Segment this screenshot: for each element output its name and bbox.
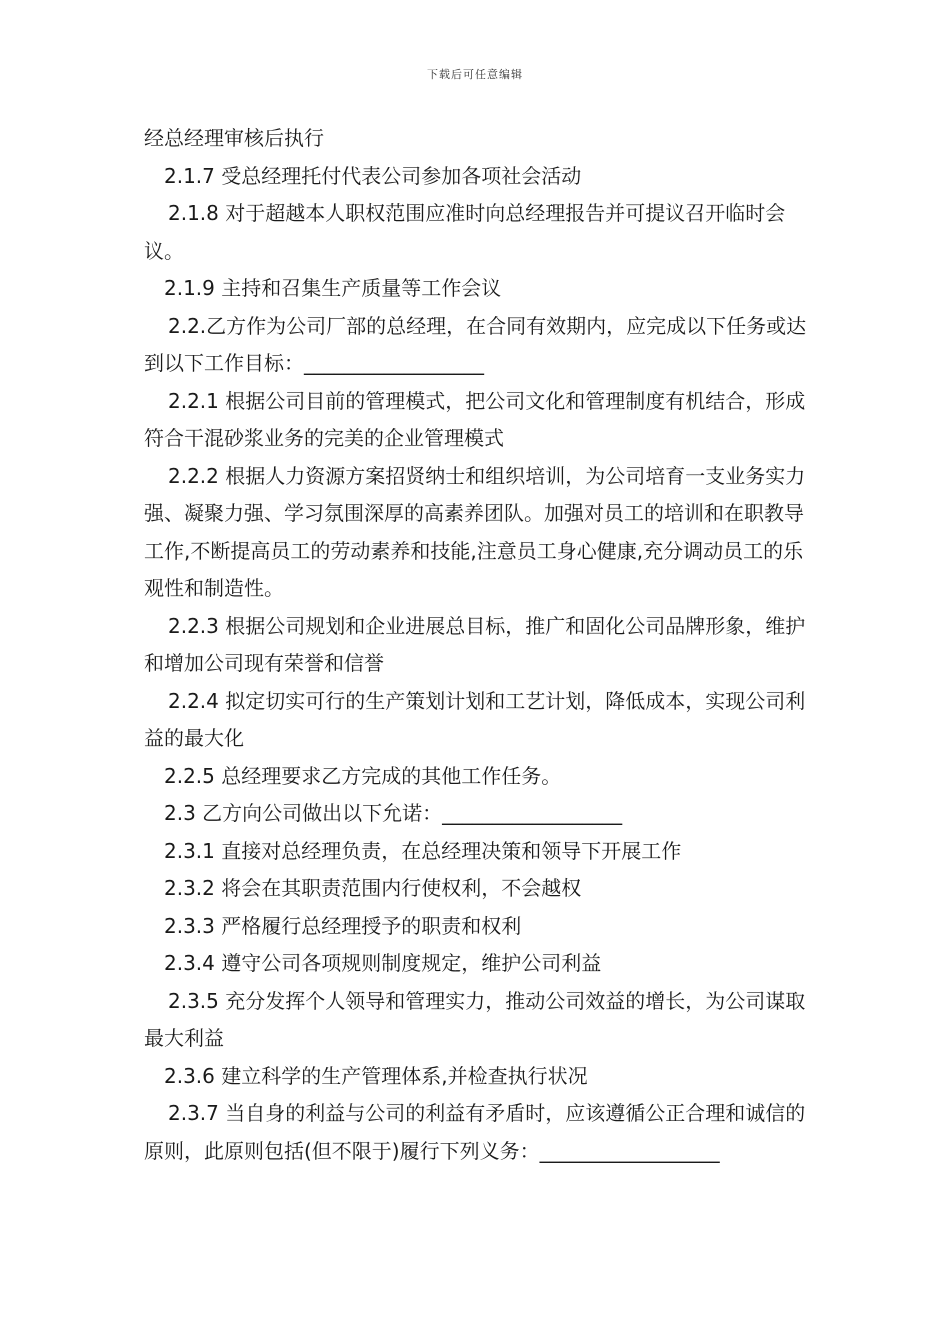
clause-2-1-7: 2.1.7 受总经理托付代表公司参加各项社会活动 (164, 163, 582, 188)
clause-2-2: 2.2.乙方作为公司厂部的总经理，在合同有效期内，应完成以下任务或达到以下工作目标：__________________ (144, 313, 807, 375)
clause-2-2-1: 2.2.1 根据公司目前的管理模式，把公司文化和管理制度有机结合，形成符合干混砂浆业务的完美的企业管理模式 (144, 388, 806, 450)
clause-2-3-6: 2.3.6 建立科学的生产管理体系,并检查执行状况 (164, 1063, 588, 1088)
clause-2-1-8: 2.1.8 对于超越本人职权范围应准时向总经理报告并可提议召开临时会议。 (144, 201, 786, 263)
document-body (144, 120, 814, 1170)
clause-2-2-2: 2.2.2 根据人力资源方案招贤纳士和组织培训，为公司培育一支业务实力强、凝聚力强、学习氛围深厚的高素养团队。加强对员工的培训和在职教导工作,不断提高员工的劳动素养和技能,注意员工身心健康,充分调动员工的乐观性和制造性。 (144, 463, 806, 600)
page-header: 下载后可任意编辑 (427, 68, 523, 81)
clause-2-3-1: 2.3.1 直接对总经理负责，在总经理决策和领导下开展工作 (164, 838, 682, 863)
clause-2-2-4: 2.2.4 拟定切实可行的生产策划计划和工艺计划，降低成本，实现公司利益的最大化 (144, 688, 806, 750)
clause-2-2-3: 2.2.3 根据公司规划和企业进展总目标，推广和固化公司品牌形象，维护和增加公司现有荣誉和信誉 (144, 613, 806, 675)
clause-2-3-3: 2.3.3 严格履行总经理授予的职责和权利 (164, 913, 522, 938)
clause-2-3-5: 2.3.5 充分发挥个人领导和管理实力，推动公司效益的增长，为公司谋取最大利益 (144, 988, 806, 1050)
clause-2-2-5: 2.2.5 总经理要求乙方完成的其他工作任务。 (164, 763, 562, 788)
clause-2-3: 2.3 乙方向公司做出以下允诺：__________________ (164, 801, 623, 825)
clause-2-3-4: 2.3.4 遵守公司各项规则制度规定，维护公司利益 (164, 951, 602, 975)
paragraph-continuation: 经总经理审核后执行 (144, 126, 324, 150)
clause-2-3-2: 2.3.2 将会在其职责范围内行使权利，不会越权 (164, 876, 582, 900)
clause-2-3-7: 2.3.7 当自身的利益与公司的利益有矛盾时，应该遵循公正合理和诚信的原则，此原则包括(但不限于)履行下列义务：__________________ (144, 1101, 806, 1163)
clause-2-1-9: 2.1.9 主持和召集生产质量等工作会议 (164, 276, 502, 300)
